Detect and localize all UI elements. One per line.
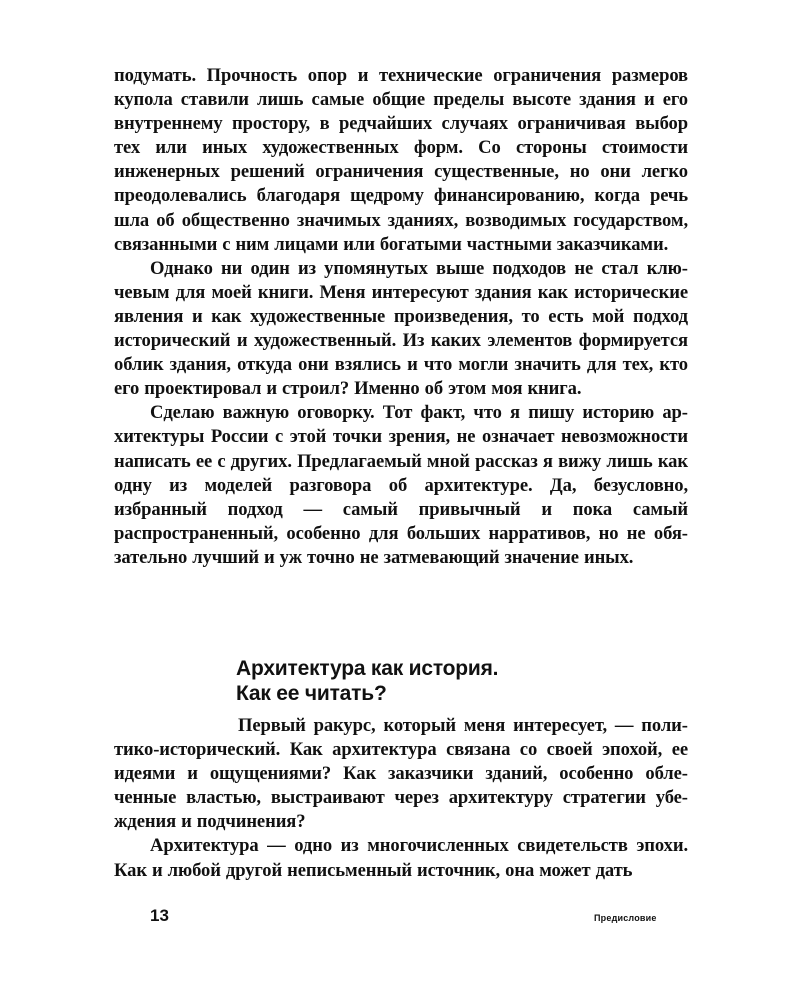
body-text-top: [114, 64, 688, 570]
paragraph: Однако ни один из упомянутых выше подходов не стал ключевым для моей книги. Меня интересуют здания как исторические явления и как художественные произведения, то есть мой подход исторический и художественный. Из каких элементов формируется облик здания, откуда они взялись и что могли значить для тех, кто его проектировал и строил? Именно об этом моя книга.: [114, 257, 688, 400]
body-text-bottom: [114, 714, 688, 883]
section-heading: [236, 656, 686, 706]
section-heading-line: Как ее читать?: [236, 682, 387, 705]
paragraph-continued: подумать. Прочность опор и технические ограничения размеров купола ставили лишь самые общие пределы высоте здания и его внутреннему простору, в редчайших случаях ограничивая выбор тех или иных художественных форм. Со стороны стоимости инженерных решений ограничения существенные, но они легко преодолевались благодаря щедрому финансированию, когда речь шла об общественно значимых зданиях, возводимых государством, связанными с ним лицами или богатыми частными заказчиками.: [114, 65, 688, 255]
paragraph: Архитектура — одно из многочисленных свидетельств эпохи. Как и любой другой неписьменный источник, она может дать: [114, 835, 688, 881]
section-heading-line: Архитектура как история.: [236, 657, 499, 680]
running-head: Предисловие: [594, 913, 657, 923]
paragraph: Первый ракурс, который меня интересует, — политико-исторический. Как архитектура связана со своей эпохой, ее идеями и ощущениями? Как заказчики зданий, особенно облеченные властью, выстраивают через архитектуру стратегии убеждения и подчинения?: [114, 715, 688, 833]
page-number: 13: [150, 906, 169, 925]
paragraph: Сделаю важную оговорку. Тот факт, что я пишу историю архитектуры России с этой точки зрения, не означает невозможности написать ее с других. Предлагаемый мной рассказ я вижу лишь как одну из моделей разговора об архитектуре. Да, безусловно, избранный подход — самый привычный и пока самый распространенный, особенно для больших нарративов, но не обязательно лучший и уж точно не затмевающий значение иных.: [114, 402, 688, 568]
